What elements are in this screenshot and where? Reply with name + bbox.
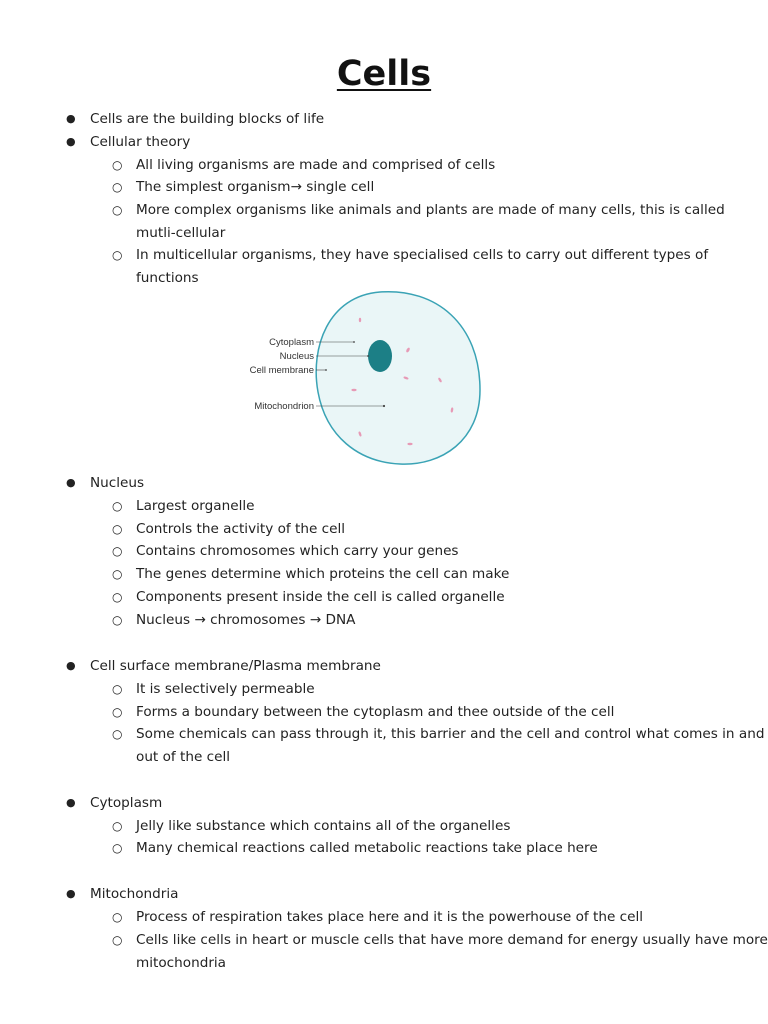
bullet-circle: ○ — [112, 203, 123, 217]
bullet-dot: ● — [66, 112, 76, 125]
sub-list-item: Some chemicals can pass through it, this barrier and the cell and control what comes in and — [136, 726, 765, 742]
label-cell-membrane — [250, 365, 327, 376]
sub-list-item: Jelly like substance which contains all of the organelles — [136, 818, 511, 834]
bullet-circle: ○ — [112, 590, 123, 604]
bullet-circle: ○ — [112, 544, 123, 558]
bullet-circle: ○ — [112, 705, 123, 719]
mitochondrion-mark — [359, 318, 361, 322]
sub-list-item: The genes determine which proteins the cell can make — [136, 566, 510, 582]
sub-list-item: Many chemical reactions called metabolic reactions take place here — [136, 840, 598, 856]
list-item: Cellular theory — [90, 134, 191, 150]
bullet-circle: ○ — [112, 910, 123, 924]
bullet-circle: ○ — [112, 567, 123, 581]
sub-list-item-continuation: functions — [136, 270, 199, 286]
section-heading-cytoplasm: Cytoplasm — [90, 795, 163, 811]
svg-text:Nucleus: Nucleus — [279, 351, 314, 362]
bullet-circle: ○ — [112, 499, 123, 513]
sub-list-item: Process of respiration takes place here and it is the powerhouse of the cell — [136, 909, 644, 925]
section-heading-membrane: Cell surface membrane/Plasma membrane — [90, 658, 381, 674]
bullet-circle: ○ — [112, 682, 123, 696]
sub-list-item: It is selectively permeable — [136, 681, 315, 697]
bullet-circle: ○ — [112, 841, 123, 855]
sub-list-item: Controls the activity of the cell — [136, 521, 346, 537]
list-item: Cells are the building blocks of life — [90, 111, 325, 127]
sub-list-item: All living organisms are made and comprised of cells — [136, 157, 496, 173]
bullet-dot: ● — [66, 887, 76, 900]
sub-list-item: Cells like cells in heart or muscle cells that have more demand for energy usually have more — [136, 932, 768, 948]
svg-text:Mitochondrion: Mitochondrion — [254, 401, 314, 412]
section-heading-nucleus: Nucleus — [90, 475, 145, 491]
cell-diagram — [230, 288, 490, 470]
sub-list-item: The simplest organism→ single cell — [136, 179, 375, 195]
bullet-circle: ○ — [112, 522, 123, 536]
bullet-circle: ○ — [112, 727, 123, 741]
section-heading-mitochondria: Mitochondria — [90, 886, 179, 902]
bullet-circle: ○ — [112, 180, 123, 194]
bullet-dot: ● — [66, 476, 76, 489]
bullet-circle: ○ — [112, 933, 123, 947]
sub-list-item: Largest organelle — [136, 498, 255, 514]
bullet-dot: ● — [66, 135, 76, 148]
bullet-circle: ○ — [112, 158, 123, 172]
sub-list-item: Nucleus → chromosomes → DNA — [136, 612, 356, 628]
bullet-circle: ○ — [112, 248, 123, 262]
svg-text:Cytoplasm: Cytoplasm — [269, 337, 314, 348]
mitochondrion-mark — [407, 443, 412, 445]
bullet-dot: ● — [66, 659, 76, 672]
sub-list-item: In multicellular organisms, they have specialised cells to carry out different types of — [136, 247, 709, 263]
sub-list-item-continuation: out of the cell — [136, 749, 231, 765]
page-title: Cells — [336, 54, 432, 94]
sub-list-item: Forms a boundary between the cytoplasm and thee outside of the cell — [136, 704, 615, 720]
sub-list-item-continuation: mitochondria — [136, 955, 227, 971]
mitochondrion-mark — [351, 389, 356, 391]
bullet-circle: ○ — [112, 819, 123, 833]
nucleus-shape — [368, 340, 392, 372]
cell-diagram-svg — [230, 288, 490, 470]
sub-list-item-continuation: mutli-cellular — [136, 225, 226, 241]
sub-list-item: Contains chromosomes which carry your genes — [136, 543, 459, 559]
sub-list-item: Components present inside the cell is called organelle — [136, 589, 505, 605]
svg-text:Cell membrane: Cell membrane — [249, 365, 314, 376]
bullet-dot: ● — [66, 796, 76, 809]
cell-membrane-shape — [316, 292, 480, 464]
bullet-circle: ○ — [112, 613, 123, 627]
sub-list-item: More complex organisms like animals and plants are made of many cells, this is called — [136, 202, 725, 218]
